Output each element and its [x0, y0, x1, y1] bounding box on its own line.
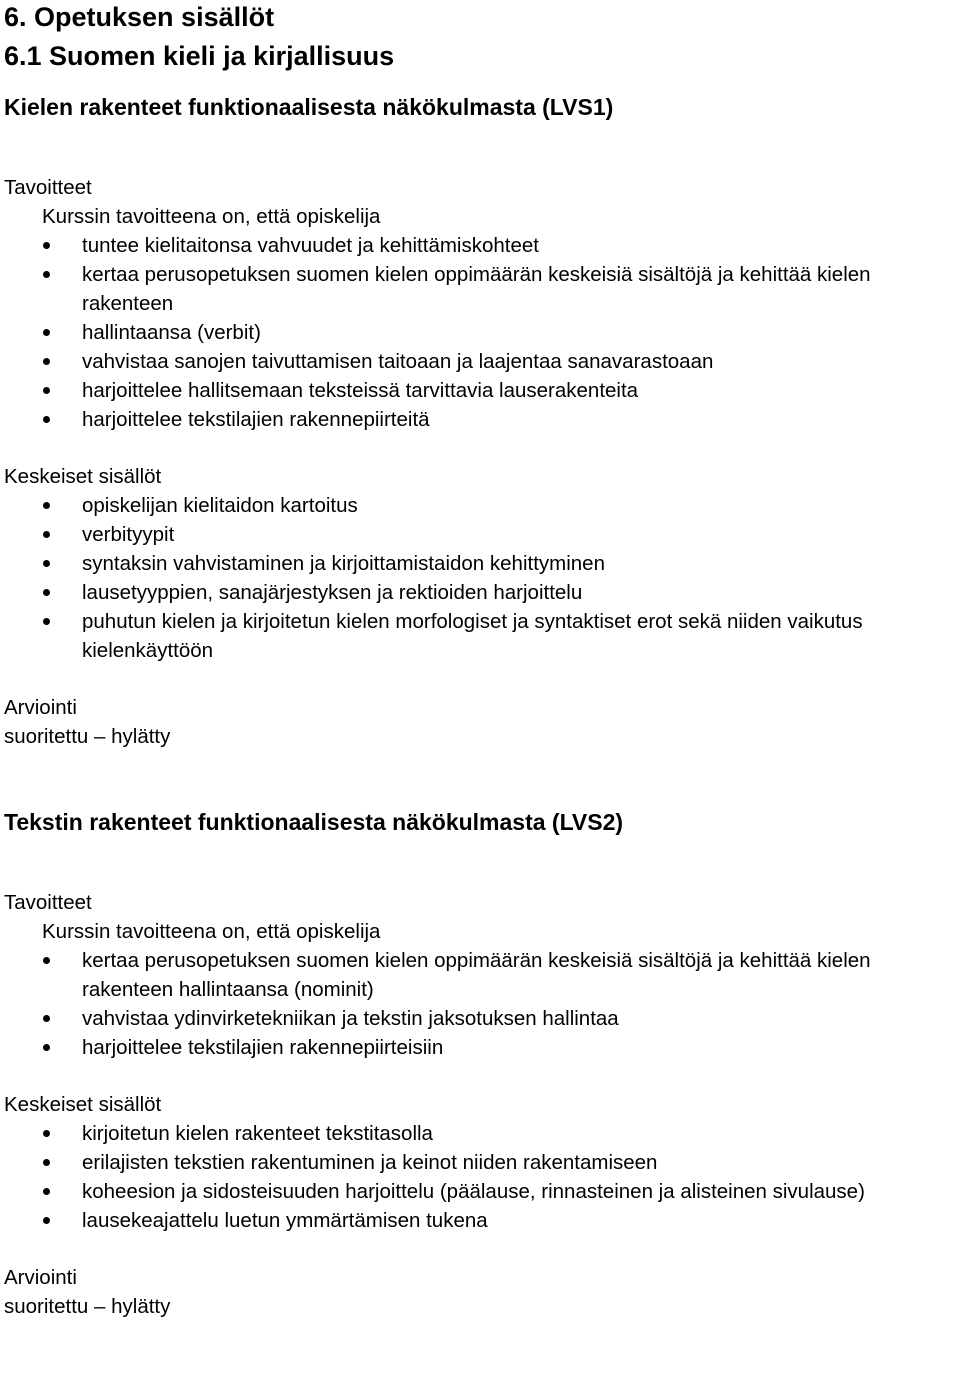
- chapter-subtitle: 6.1 Suomen kieli ja kirjallisuus: [4, 41, 395, 71]
- evaluation-block: [4, 693, 956, 751]
- evaluation-value: suoritettu – hylätty: [4, 1295, 171, 1318]
- list-item: verbityypit: [4, 520, 956, 549]
- list-item: harjoittelee tekstilajien rakennepiirteitä: [4, 405, 956, 434]
- objectives-list: [4, 231, 956, 434]
- document: [4, 0, 956, 1321]
- course-section-lvs2: [4, 808, 956, 1321]
- list-item: syntaksin vahvistaminen ja kirjoittamistaidon kehittyminen: [4, 549, 956, 578]
- course-title: Kielen rakenteet funktionaalisesta näkökulmasta (LVS1): [4, 94, 614, 120]
- list-item: puhutun kielen ja kirjoitetun kielen morfologiset ja syntaktiset erot sekä niiden vaikutus kielenkäyttöön: [4, 607, 956, 665]
- list-item: erilajisten tekstien rakentuminen ja keinot niiden rakentamiseen: [4, 1148, 956, 1177]
- contents-heading: Keskeiset sisällöt: [4, 1093, 162, 1116]
- chapter-title: 6. Opetuksen sisällöt: [4, 2, 275, 32]
- list-item: koheesion ja sidosteisuuden harjoittelu (päälause, rinnasteinen ja alisteinen sivulause): [4, 1177, 956, 1206]
- course-section-lvs1: [4, 93, 956, 751]
- evaluation-value: suoritettu – hylätty: [4, 725, 171, 748]
- evaluation-heading: Arviointi: [4, 1266, 77, 1289]
- list-item: opiskelijan kielitaidon kartoitus: [4, 491, 956, 520]
- objectives-block: [4, 173, 956, 434]
- list-item: kertaa perusopetuksen suomen kielen oppimäärän keskeisiä sisältöjä ja kehittää kielen rakenteen hallintaansa (nominit): [4, 946, 956, 1004]
- objectives-heading: Tavoitteet: [4, 176, 92, 199]
- evaluation-heading: Arviointi: [4, 696, 77, 719]
- list-item: lausekeajattelu luetun ymmärtämisen tukena: [4, 1206, 956, 1235]
- contents-list: [4, 491, 956, 665]
- course-title: Tekstin rakenteet funktionaalisesta näkökulmasta (LVS2): [4, 809, 624, 835]
- objectives-list: [4, 946, 956, 1062]
- list-item: vahvistaa ydinvirketekniikan ja tekstin jaksotuksen hallintaa: [4, 1004, 956, 1033]
- contents-list: [4, 1119, 956, 1235]
- list-item: vahvistaa sanojen taivuttamisen taitoaan ja laajentaa sanavarastoaan: [4, 347, 956, 376]
- list-item: kirjoitetun kielen rakenteet tekstitasolla: [4, 1119, 956, 1148]
- list-item: tuntee kielitaitonsa vahvuudet ja kehittämiskohteet: [4, 231, 956, 260]
- objectives-heading: Tavoitteet: [4, 891, 92, 914]
- objectives-intro: Kurssin tavoitteena on, että opiskelija: [42, 920, 381, 943]
- list-item: kertaa perusopetuksen suomen kielen oppimäärän keskeisiä sisältöjä ja kehittää kielen rakenteen: [4, 260, 956, 318]
- contents-heading: Keskeiset sisällöt: [4, 465, 162, 488]
- list-item: lausetyyppien, sanajärjestyksen ja rektioiden harjoittelu: [4, 578, 956, 607]
- evaluation-block: [4, 1263, 956, 1321]
- list-item: hallintaansa (verbit): [4, 318, 956, 347]
- objectives-intro: Kurssin tavoitteena on, että opiskelija: [42, 205, 381, 228]
- list-item: harjoittelee tekstilajien rakennepiirteisiin: [4, 1033, 956, 1062]
- objectives-block: [4, 888, 956, 1062]
- contents-block: [4, 1090, 956, 1235]
- list-item: harjoittelee hallitsemaan teksteissä tarvittavia lauserakenteita: [4, 376, 956, 405]
- contents-block: [4, 462, 956, 665]
